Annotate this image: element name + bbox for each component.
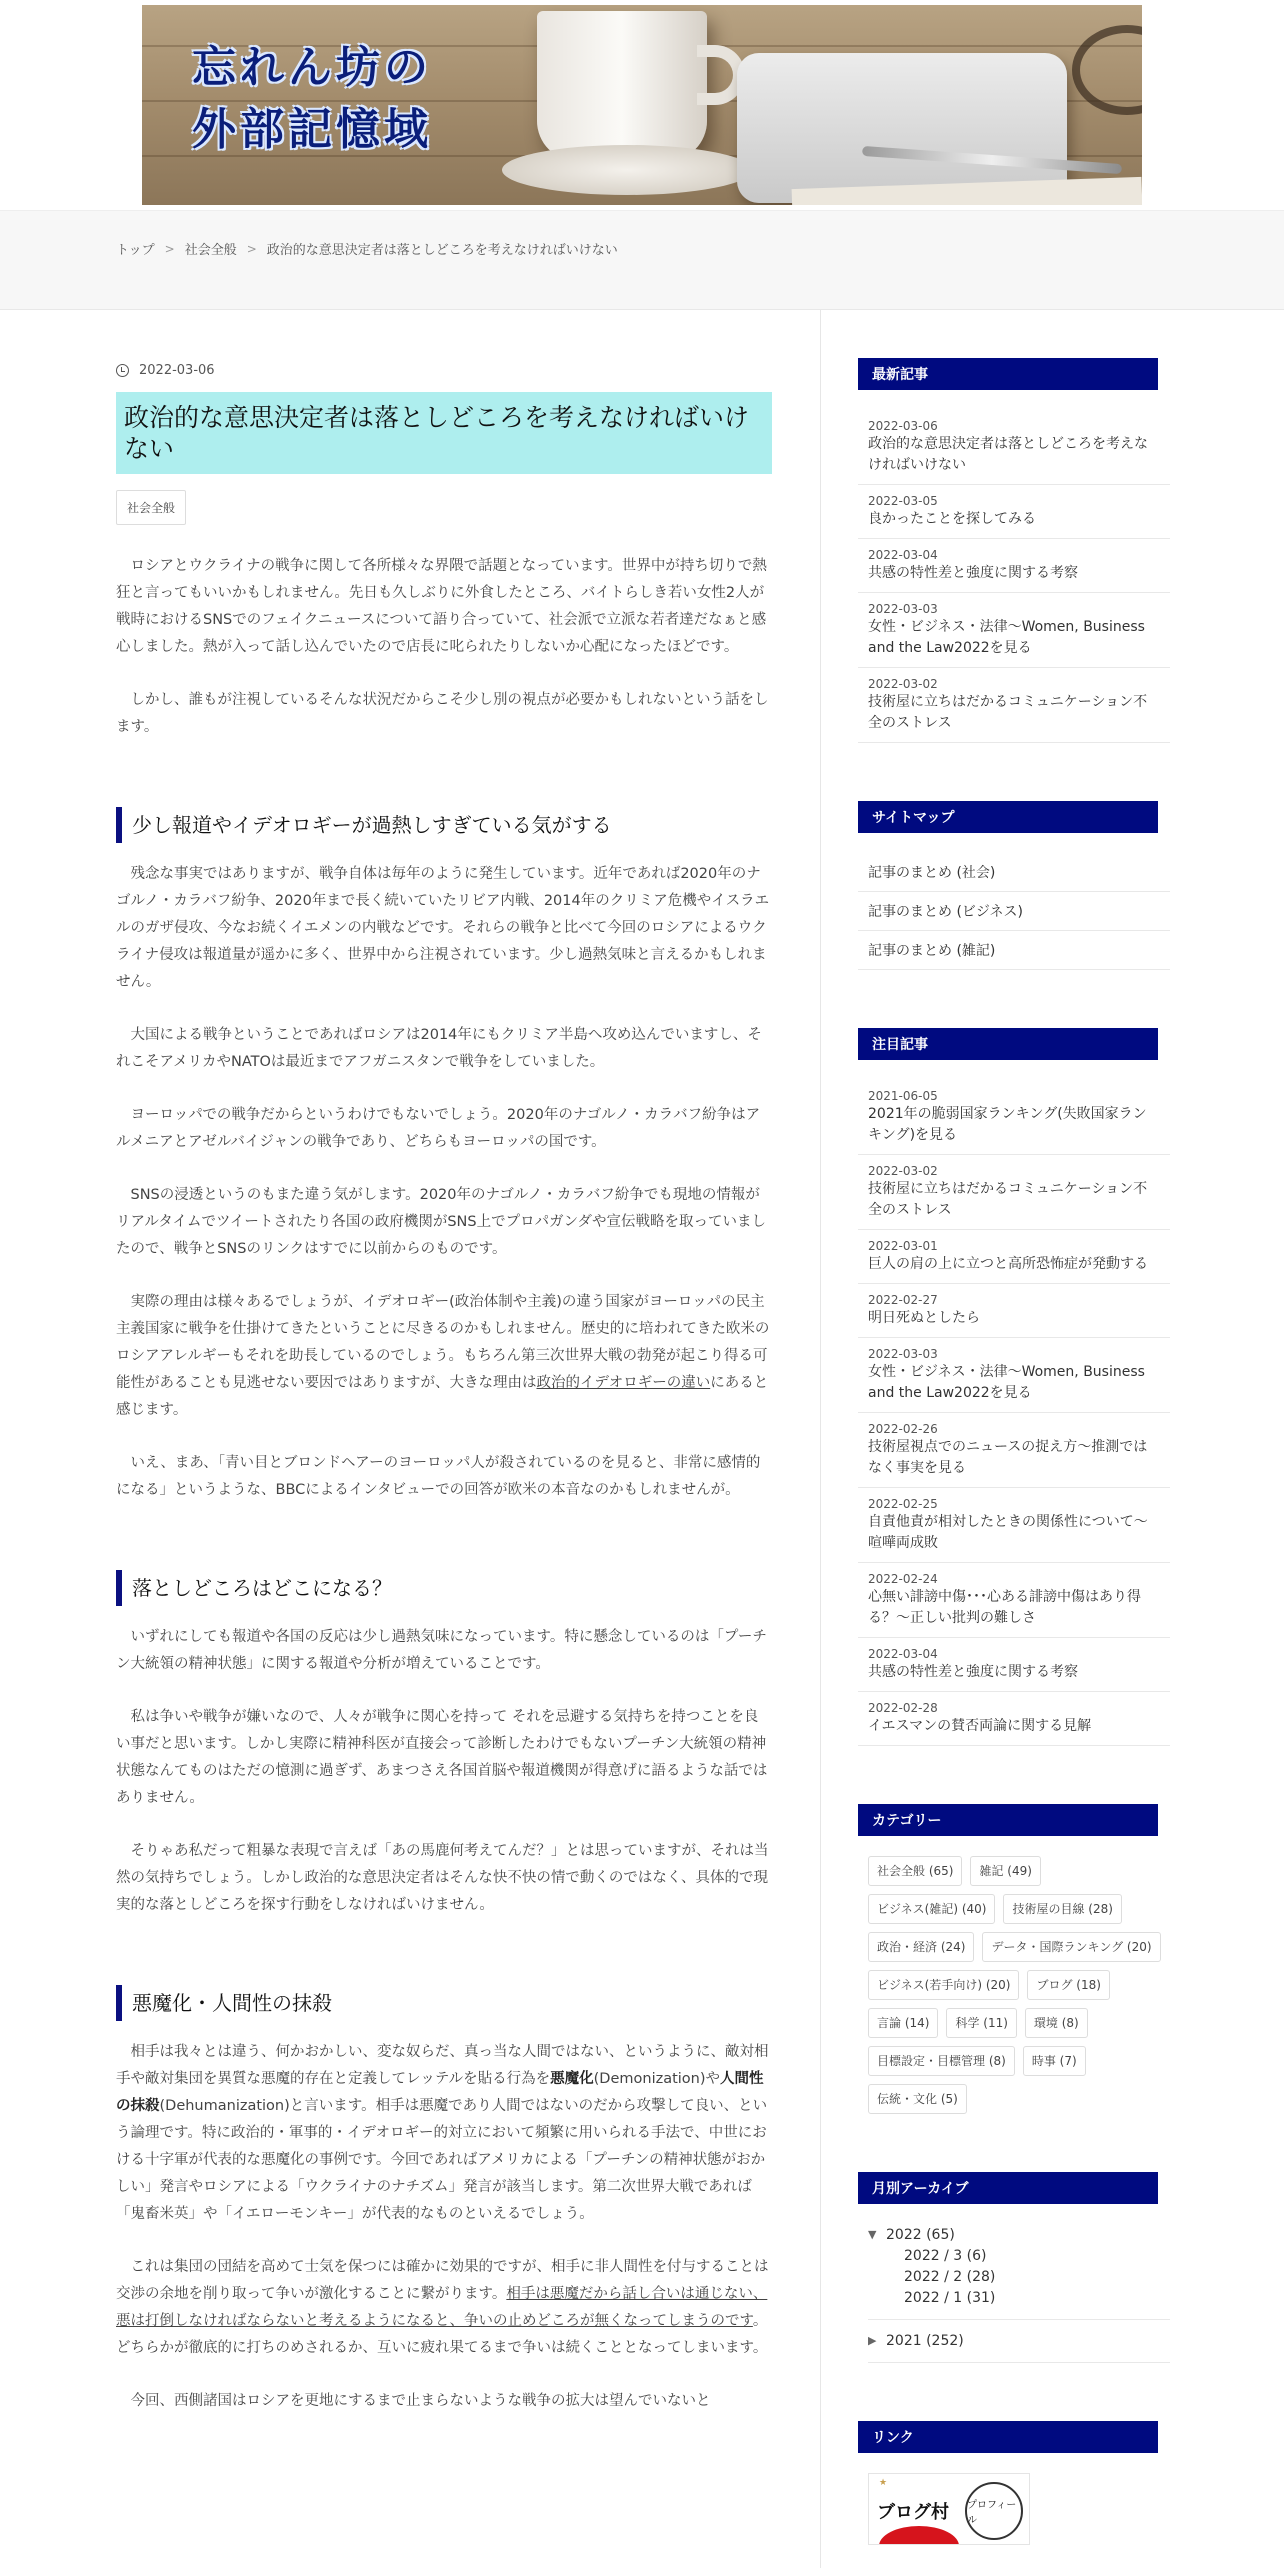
archive-year-label[interactable]: 2022 (65)	[886, 2227, 955, 2243]
post-list-item[interactable]	[858, 668, 1170, 743]
post-item-title[interactable]: 共感の特性差と強度に関する考察	[868, 1664, 1078, 1680]
recent-posts-list	[858, 410, 1170, 743]
category-tag[interactable]: 時事 (7)	[1023, 2046, 1086, 2076]
post-item-title[interactable]: 女性・ビジネス・法律～Women, Business and the Law2022を見る	[868, 619, 1145, 656]
archive-month[interactable]: 2022 / 1 (31)	[904, 2290, 996, 2306]
article-paragraph: そりゃあ私だって粗暴な表現で言えば「あの馬鹿何考えてんだ？」とは思っていますが、それは当然の気持ちでしょう。しかし政治的な意思決定者はそんな快不快の情で動くのではなく、具体的で現実的な落としどころを探す行動をしなければいけません。	[116, 1843, 769, 1913]
category-tag[interactable]: 雑記 (49)	[970, 1856, 1040, 1886]
widget-title: リンク	[858, 2421, 1158, 2453]
post-item-title[interactable]: 巨人の肩の上に立つと高所恐怖症が発動する	[868, 1256, 1148, 1272]
archive-year-label[interactable]: 2021 (252)	[886, 2333, 964, 2349]
post-list-item[interactable]	[858, 1155, 1170, 1230]
article-paragraph: 大国による戦争ということであればロシアは2014年にもクリミア半島へ攻め込んでいますし、それこそアメリカやNATOは最近までアフガニスタンで戦争をしていました。	[116, 1027, 762, 1070]
category-tag[interactable]: 目標設定・目標管理 (8)	[868, 2046, 1015, 2076]
widget-title: サイトマップ	[858, 801, 1158, 833]
archive-widget	[858, 2172, 1170, 2363]
article-paragraph: いずれにしても報道や各国の反応は少し過熱気味になっています。特に懸念しているのは「プーチン大統領の精神状態」に関する報道や分析が増えていることです。	[116, 1629, 767, 1672]
post-item-date: 2021-06-05	[868, 1089, 938, 1103]
post-item-date: 2022-03-05	[868, 494, 938, 508]
category-tag[interactable]: 社会全般 (65)	[868, 1856, 962, 1886]
article-paragraph: 残念な事実ではありますが、戦争自体は毎年のように発生しています。近年であれば2020年のナゴルノ・カラバフ紛争、2020年まで長く続いていたリビア内戦、2014年のクリミア危機やイスラエルのガザ侵攻、今なお続くイエメンの内戦などです。それらの戦争と比べて今回のロシアによるウクライナ侵攻は報道量が遥かに多く、世界中から注視されています。少し過熱気味と言えるかもしれません。	[116, 866, 770, 990]
breadcrumb-current: 政治的な意思決定者は落としどころを考えなければいけない	[266, 243, 618, 258]
post-item-date: 2022-03-01	[868, 1239, 938, 1253]
category-tag[interactable]: ビジネス(若手向け) (20)	[868, 1970, 1019, 2000]
post-item-date: 2022-02-24	[868, 1572, 938, 1586]
category-tag[interactable]: 政治・経済 (24)	[868, 1932, 974, 1962]
post-item-date: 2022-02-28	[868, 1701, 938, 1715]
article-paragraph: いえ、まあ、「青い目とブロンドヘアーのヨーロッパ人が殺されているのを見ると、非常に感情的になる」というような、BBCによるインタビューでの回答が欧米の本音なのかもしれませんが。	[116, 1455, 761, 1498]
article-paragraph: ヨーロッパでの戦争だからというわけでもないでしょう。2020年のナゴルノ・カラバフ紛争はアルメニアとアゼルバイジャンの戦争であり、どちらもヨーロッパの国です。	[116, 1107, 761, 1150]
archive-year[interactable]	[868, 2224, 1170, 2246]
post-item-title[interactable]: 良かったことを探してみる	[868, 511, 1036, 527]
article-paragraph: SNSの浸透というのもまた違う気がします。2020年のナゴルノ・カラバフ紛争でも現地の情報がリアルタイムでツイートされたり各国の政府機関がSNS上でプロパガンダや宣伝戦略を取っていましたので、戦争とSNSのリンクはすでに以前からのものです。	[116, 1187, 766, 1257]
post-list-item[interactable]	[858, 1230, 1170, 1284]
coffee-cup-image	[537, 11, 707, 161]
category-tag[interactable]: ブログ (18)	[1027, 1970, 1109, 2000]
post-title: 政治的な意思決定者は落としどころを考えなければいけない	[116, 392, 772, 474]
post-item-title[interactable]: 自責他責が相対したときの関係性について～喧嘩両成敗	[868, 1514, 1148, 1551]
site-header	[0, 0, 1284, 210]
post-item-title[interactable]: 政治的な意思決定者は落としどころを考えなければいけない	[868, 436, 1148, 473]
archive-divider	[868, 2362, 1170, 2363]
post-item-title[interactable]: イエスマンの賛否両論に関する見解	[868, 1718, 1092, 1734]
featured-posts-widget	[858, 1028, 1170, 1746]
post-list-item[interactable]	[858, 1284, 1170, 1338]
post-item-date: 2022-03-02	[868, 677, 938, 691]
post-date	[116, 360, 772, 380]
category-tag[interactable]: ビジネス(雑記) (40)	[868, 1894, 995, 1924]
breadcrumb-category[interactable]: 社会全般	[184, 243, 237, 258]
post-item-date: 2022-03-04	[868, 1647, 938, 1661]
site-title[interactable]: 忘れん坊の 外部記憶域	[192, 42, 432, 155]
post-item-date: 2022-03-04	[868, 548, 938, 562]
clock-icon	[116, 364, 129, 377]
post-item-date: 2022-03-02	[868, 1164, 938, 1178]
category-tag[interactable]: データ・国際ランキング (20)	[982, 1932, 1160, 1962]
article-paragraph: しかし、誰もが注視しているそんな状況だからこそ少し別の視点が必要かもしれないという話をします。	[116, 692, 769, 735]
widget-title: 最新記事	[858, 358, 1158, 390]
post-list-item[interactable]	[858, 1488, 1170, 1563]
post-item-date: 2022-02-25	[868, 1497, 938, 1511]
post-item-title[interactable]: 2021年の脆弱国家ランキング(失敗国家ランキング)を見る	[868, 1106, 1147, 1143]
article-link[interactable]: 政治的イデオロギーの違い	[536, 1375, 711, 1391]
sitemap-list	[858, 853, 1170, 970]
post-item-title[interactable]: 技術屋に立ちはだかるコミュニケーション不全のストレス	[868, 1181, 1148, 1218]
post-item-title[interactable]: 明日死ぬとしたら	[868, 1310, 980, 1326]
sitemap-link[interactable]: 記事のまとめ (雑記)	[858, 931, 1170, 970]
post-item-title[interactable]: 心無い誹謗中傷･･･心ある誹謗中傷はあり得る？～正しい批判の難しさ	[868, 1589, 1141, 1626]
category-tag[interactable]: 言論 (14)	[868, 2008, 938, 2038]
article-paragraph: ロシアとウクライナの戦争に関して各所様々な界隈で話題となっています。世界中が持ち切りで熱狂と言ってもいいかもしれません。先日も久しぶりに外食したところ、バイトらしき若い女性2人が戦時におけるSNSでのフェイクニュースについて語り合っていて、社会派で立派な若者達だなぁと感心しました。熱が入って話し込んでいたので店長に叱られたりしないか心配になったほどです。	[116, 558, 767, 655]
post-item-date: 2022-02-26	[868, 1422, 938, 1436]
post-list-item[interactable]	[858, 1338, 1170, 1413]
article-paragraph: これは集団の団結を高めて士気を保つには確かに効果的ですが、相手に非人間性を付与することは交渉の余地を削り取って争いが激化することに繋がります。相手は悪魔だから話し合いは通じない、悪は打倒しなければならないと考えるようになると、争いの止めどころが無くなってしまうのです。どちらかが徹底的に打ちのめされるか、互いに疲れ果てるまで争いは続くこととなってしまいます。	[116, 2259, 769, 2356]
article-link[interactable]: 相手は悪魔だから話し合いは通じない、悪は打倒しなければならないと考えるようになると、争いの止めどころが無くなってしまうのです	[116, 2286, 768, 2329]
sidebar	[858, 358, 1170, 2568]
breadcrumb	[116, 239, 618, 258]
sitemap-link[interactable]: 記事のまとめ (ビジネス)	[858, 892, 1170, 931]
post-list-item[interactable]	[858, 1692, 1170, 1746]
archive-month[interactable]: 2022 / 3 (6)	[904, 2248, 987, 2264]
post-date-text: 2022-03-06	[139, 362, 215, 378]
section-heading: 悪魔化・人間性の抹殺	[116, 1985, 772, 2021]
recent-posts-widget	[858, 358, 1170, 743]
categories-widget	[858, 1804, 1170, 2114]
article-paragraph: 今回、西側諸国はロシアを更地にするまで止まらないような戦争の拡大は望んでいないと	[130, 2393, 711, 2409]
post-list-item[interactable]	[858, 539, 1170, 593]
category-tag[interactable]: 伝統・文化 (5)	[868, 2084, 967, 2114]
breadcrumb-bar	[0, 210, 1284, 310]
triangle-down-icon[interactable]: ▼	[868, 2228, 877, 2241]
archive-month[interactable]: 2022 / 2 (28)	[904, 2269, 996, 2285]
widget-title: カテゴリー	[858, 1804, 1158, 1836]
section-heading: 落としどころはどこになる？	[116, 1570, 772, 1606]
post-item-title[interactable]: 技術屋視点でのニュースの捉え方～推測ではなく事実を見る	[868, 1439, 1148, 1476]
post-item-date: 2022-03-03	[868, 602, 938, 616]
breadcrumb-home[interactable]: トップ	[116, 243, 155, 258]
post-item-title[interactable]: 共感の特性差と強度に関する考察	[868, 565, 1078, 581]
widget-title: 注目記事	[858, 1028, 1158, 1060]
section-heading: 少し報道やイデオロギーが過熱しすぎている気がする	[116, 807, 772, 843]
archive-divider	[868, 2319, 1170, 2320]
post-list-item[interactable]	[858, 593, 1170, 668]
category-tag[interactable]: 環境 (8)	[1025, 2008, 1088, 2038]
category-tag[interactable]: 科学 (11)	[946, 2008, 1016, 2038]
column-divider	[820, 310, 821, 2568]
chevron-right-icon: >	[246, 241, 257, 256]
archive-list	[858, 2224, 1170, 2363]
category-tag[interactable]: 技術屋の目線 (28)	[1003, 1894, 1121, 1924]
blogmura-banner[interactable]: ★ ブログ村 プロフィール	[868, 2473, 1030, 2545]
links-widget	[858, 2421, 1170, 2545]
chevron-right-icon: >	[164, 241, 175, 256]
sitemap-widget	[858, 801, 1170, 970]
sitemap-link[interactable]: 記事のまとめ (社会)	[858, 853, 1170, 892]
article-paragraph: 相手は我々とは違う、何かおかしい、変な奴らだ、真っ当な人間ではない、というように、敵対相手や敵対集団を異質な悪魔的存在と定義してレッテルを貼る行為を悪魔化(Demonization)や人間性の抹殺(Dehumanization)と言います。相手は悪魔であり人間ではないのだから攻撃して良い、という論理です。特に政治的・軍事的・イデオロギー的対立において頻繁に用いられる手法で、中世における十字軍が代表的な悪魔化の事例です。今回であればアメリカによる「プーチンの精神状態がおかしい」発言やロシアによる「ウクライナのナチズム」発言が該当します。第二次世界大戦であれば「鬼畜米英」や「イエローモンキー」が代表的なものといえるでしょう。	[116, 2044, 769, 2222]
article-paragraph: 実際の理由は様々あるでしょうが、イデオロギー(政治体制や主義)の違う国家がヨーロッパの民主主義国家に戦争を仕掛けてきたということに尽きるのかもしれません。歴史的に培われてきた欧米のロシアアレルギーもそれを助長しているのでしょう。もちろん第三次世界大戦の勃発が起こり得る可能性があることも見逃せない要因ではありますが、大きな理由は政治的イデオロギーの違いにあると感じます。	[116, 1294, 770, 1418]
post-category-tag[interactable]: 社会全般	[116, 490, 186, 525]
article-paragraph: 私は争いや戦争が嫌いなので、人々が戦争に関心を持って それを忌避する気持ちを持つことを良い事だと思います。しかし実際に精神科医が直接会って診断したわけでもないプーチン大統領の精神状態なんてものはただの憶測に過ぎず、あまつさえ各国首脳や報道機関が得意げに語るような話ではありません。	[116, 1709, 768, 1806]
banner-profile-label: プロフィール	[965, 2482, 1023, 2540]
post-item-date: 2022-03-03	[868, 1347, 938, 1361]
post-list-item[interactable]	[858, 1080, 1170, 1155]
banner-blog-label: ブログ村	[877, 2502, 949, 2523]
post-item-date: 2022-02-27	[868, 1293, 938, 1307]
post-list-item[interactable]	[858, 1563, 1170, 1638]
triangle-right-icon[interactable]: ▶	[868, 2334, 877, 2347]
article	[116, 360, 772, 2441]
widget-title: 月別アーカイブ	[858, 2172, 1158, 2204]
post-item-date: 2022-03-06	[868, 419, 938, 433]
archive-year[interactable]	[868, 2330, 1170, 2352]
featured-posts-list	[858, 1080, 1170, 1746]
post-list-item[interactable]	[858, 485, 1170, 539]
post-list-item[interactable]	[858, 1413, 1170, 1488]
post-item-title[interactable]: 技術屋に立ちはだかるコミュニケーション不全のストレス	[868, 694, 1148, 731]
category-tag-cloud	[858, 1856, 1170, 2114]
post-item-title[interactable]: 女性・ビジネス・法律～Women, Business and the Law2022を見る	[868, 1364, 1145, 1401]
header-banner[interactable]	[142, 5, 1142, 205]
post-list-item[interactable]	[858, 410, 1170, 485]
post-list-item[interactable]	[858, 1638, 1170, 1692]
